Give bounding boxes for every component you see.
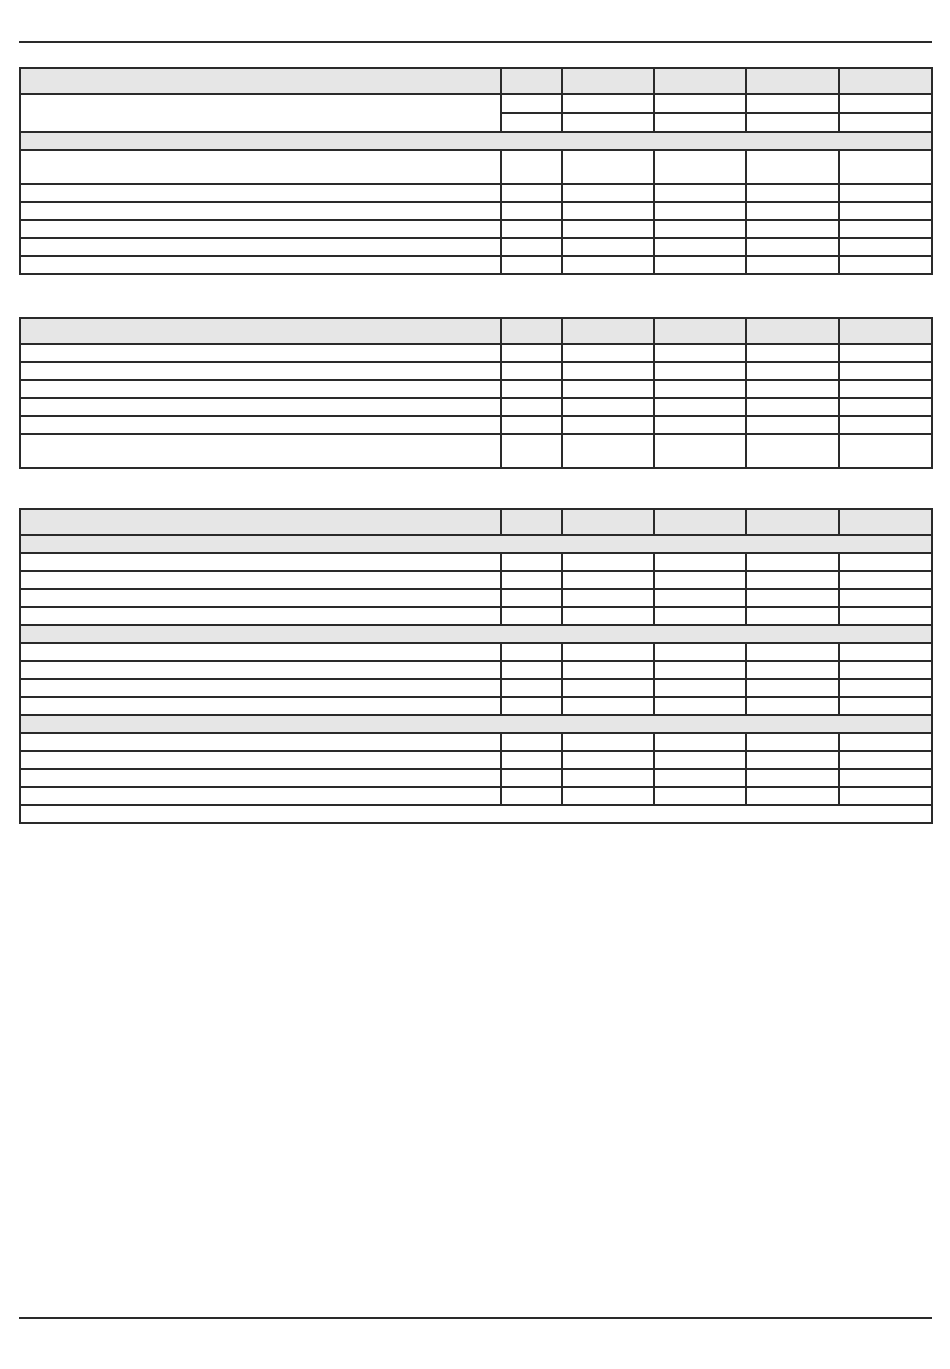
table-cell (20, 344, 501, 362)
table-cell (501, 751, 562, 769)
table-cell (746, 571, 839, 589)
table-cell (20, 434, 501, 468)
table-cell (839, 571, 932, 589)
table-row (20, 434, 932, 468)
table-cell (654, 150, 746, 184)
table-cell (501, 607, 562, 625)
table-cell (654, 202, 746, 220)
table-cell (839, 220, 932, 238)
table-cell (20, 238, 501, 256)
table-cell (501, 769, 562, 787)
table-cell (654, 643, 746, 661)
table-cell (839, 150, 932, 184)
table-cell (746, 661, 839, 679)
spec-table-1 (19, 67, 933, 275)
table-cell (20, 184, 501, 202)
table-cell (501, 113, 562, 132)
table-cell (654, 769, 746, 787)
table-cell (746, 733, 839, 751)
table-cell (839, 398, 932, 416)
table-cell (746, 679, 839, 697)
table-cell (562, 643, 654, 661)
table-cell (654, 398, 746, 416)
table-cell (746, 416, 839, 434)
table-row (20, 751, 932, 769)
spec-table-2 (19, 317, 933, 469)
merged-parameter-cell (20, 94, 501, 132)
table-cell (654, 553, 746, 571)
table-cell (839, 661, 932, 679)
table-cell (746, 344, 839, 362)
table-cell (501, 787, 562, 805)
footnote-row (20, 805, 932, 823)
table-cell (839, 380, 932, 398)
table-cell (654, 571, 746, 589)
header-cell-typ (746, 509, 839, 535)
table-cell (501, 380, 562, 398)
table-row (20, 238, 932, 256)
table-cell (501, 220, 562, 238)
table-cell (839, 697, 932, 715)
table-cell (20, 150, 501, 184)
table-cell (20, 697, 501, 715)
table-cell (654, 733, 746, 751)
table-cell (501, 589, 562, 607)
table-cell (562, 344, 654, 362)
table-cell (501, 416, 562, 434)
header-cell-max (839, 509, 932, 535)
table-cell (654, 589, 746, 607)
table-cell (562, 256, 654, 274)
table-cell (562, 94, 654, 113)
table-cell (501, 571, 562, 589)
table-cell (20, 398, 501, 416)
header-cell-max (839, 68, 932, 94)
header-cell-condition (562, 509, 654, 535)
table-row (20, 661, 932, 679)
table-cell (839, 733, 932, 751)
table-cell (20, 643, 501, 661)
table-cell (746, 643, 839, 661)
table-row (20, 398, 932, 416)
table-row (20, 94, 932, 113)
table-cell (839, 256, 932, 274)
table-row (20, 256, 932, 274)
table-cell (839, 238, 932, 256)
table-cell (746, 238, 839, 256)
header-cell-condition (562, 68, 654, 94)
table-cell (20, 202, 501, 220)
header-cell-max (839, 318, 932, 344)
table-cell (746, 398, 839, 416)
footnote-cell (20, 805, 932, 823)
table-header-row (20, 318, 932, 344)
table-cell (839, 344, 932, 362)
header-cell-typ (746, 68, 839, 94)
table-row (20, 769, 932, 787)
table-cell (839, 416, 932, 434)
table-cell (562, 238, 654, 256)
table-cell (562, 769, 654, 787)
table-cell (746, 751, 839, 769)
table-cell (562, 220, 654, 238)
table-cell (562, 380, 654, 398)
table-row (20, 697, 932, 715)
spec-table-3 (19, 508, 933, 824)
table-cell (501, 398, 562, 416)
table-row (20, 679, 932, 697)
table-cell (501, 362, 562, 380)
table-cell (746, 607, 839, 625)
table-cell (20, 362, 501, 380)
table-cell (20, 607, 501, 625)
table-cell (20, 416, 501, 434)
table-cell (501, 94, 562, 113)
table-cell (501, 733, 562, 751)
bottom-rule (19, 1317, 932, 1319)
table-cell (501, 697, 562, 715)
table-cell (746, 362, 839, 380)
table-cell (654, 434, 746, 468)
table-row (20, 150, 932, 184)
header-cell-symbol (501, 509, 562, 535)
table-cell (839, 362, 932, 380)
table-cell (839, 787, 932, 805)
table-cell (746, 380, 839, 398)
table-cell (20, 380, 501, 398)
table-row (20, 220, 932, 238)
table-cell (839, 113, 932, 132)
table-cell (562, 697, 654, 715)
table-cell (20, 256, 501, 274)
table-cell (746, 769, 839, 787)
table-cell (654, 184, 746, 202)
header-cell-parameter (20, 318, 501, 344)
table-cell (501, 643, 562, 661)
table-cell (562, 787, 654, 805)
table-cell (654, 787, 746, 805)
table-cell (654, 94, 746, 113)
table-cell (562, 150, 654, 184)
table-row (20, 733, 932, 751)
table-cell (839, 679, 932, 697)
table-cell (20, 571, 501, 589)
table-cell (562, 733, 654, 751)
section-row (20, 535, 932, 553)
table-cell (839, 202, 932, 220)
table-cell (501, 256, 562, 274)
header-cell-min (654, 509, 746, 535)
table-cell (20, 769, 501, 787)
table-cell (654, 661, 746, 679)
table-cell (746, 202, 839, 220)
table-row (20, 571, 932, 589)
table-cell (562, 571, 654, 589)
table-cell (746, 184, 839, 202)
table-cell (654, 751, 746, 769)
table-cell (20, 733, 501, 751)
table-cell (20, 589, 501, 607)
table-cell (746, 150, 839, 184)
table-cell (20, 661, 501, 679)
table-row (20, 787, 932, 805)
table-row (20, 362, 932, 380)
table-cell (501, 344, 562, 362)
table-row (20, 380, 932, 398)
table-cell (839, 769, 932, 787)
table-header-row (20, 68, 932, 94)
table-cell (654, 344, 746, 362)
table-row (20, 202, 932, 220)
table-cell (839, 589, 932, 607)
table-cell (20, 220, 501, 238)
table-cell (654, 380, 746, 398)
table-cell (839, 643, 932, 661)
table-cell (562, 607, 654, 625)
section-cell (20, 625, 932, 643)
table-cell (839, 607, 932, 625)
table-cell (654, 679, 746, 697)
table-cell (562, 553, 654, 571)
header-cell-symbol (501, 318, 562, 344)
table-cell (654, 362, 746, 380)
table-cell (746, 589, 839, 607)
table-row (20, 553, 932, 571)
top-rule (19, 41, 932, 43)
header-cell-symbol (501, 68, 562, 94)
table-cell (654, 256, 746, 274)
header-cell-parameter (20, 509, 501, 535)
table-cell (839, 184, 932, 202)
table-cell (20, 751, 501, 769)
table-cell (562, 398, 654, 416)
table-cell (562, 589, 654, 607)
table-cell (746, 434, 839, 468)
table-cell (562, 416, 654, 434)
section-cell (20, 132, 932, 150)
table-cell (20, 679, 501, 697)
table-cell (654, 113, 746, 132)
table-header-row (20, 509, 932, 535)
table-cell (654, 238, 746, 256)
table-cell (501, 434, 562, 468)
table-cell (746, 553, 839, 571)
table-cell (562, 184, 654, 202)
table-cell (746, 787, 839, 805)
table-cell (839, 434, 932, 468)
table-cell (654, 607, 746, 625)
table-row (20, 344, 932, 362)
table-cell (501, 553, 562, 571)
table-cell (501, 238, 562, 256)
table-cell (654, 697, 746, 715)
table-cell (20, 787, 501, 805)
table-row (20, 643, 932, 661)
table-cell (562, 434, 654, 468)
header-cell-parameter (20, 68, 501, 94)
table-cell (562, 661, 654, 679)
section-cell (20, 715, 932, 733)
table-row (20, 607, 932, 625)
table-cell (501, 661, 562, 679)
table-cell (746, 697, 839, 715)
table-cell (839, 553, 932, 571)
table-cell (562, 362, 654, 380)
table-cell (839, 751, 932, 769)
header-cell-condition (562, 318, 654, 344)
table-cell (746, 113, 839, 132)
table-row (20, 589, 932, 607)
table-cell (562, 679, 654, 697)
table-cell (746, 256, 839, 274)
table-row (20, 416, 932, 434)
table-cell (562, 751, 654, 769)
table-cell (746, 220, 839, 238)
table-cell (839, 94, 932, 113)
table-cell (501, 679, 562, 697)
table-cell (562, 113, 654, 132)
header-cell-typ (746, 318, 839, 344)
table-cell (501, 202, 562, 220)
section-row (20, 132, 932, 150)
table-cell (654, 416, 746, 434)
table-cell (20, 553, 501, 571)
section-row (20, 625, 932, 643)
header-cell-min (654, 318, 746, 344)
section-row (20, 715, 932, 733)
table-cell (562, 202, 654, 220)
table-cell (746, 94, 839, 113)
table-cell (501, 150, 562, 184)
section-cell (20, 535, 932, 553)
table-cell (654, 220, 746, 238)
header-cell-min (654, 68, 746, 94)
table-cell (501, 184, 562, 202)
table-row (20, 184, 932, 202)
